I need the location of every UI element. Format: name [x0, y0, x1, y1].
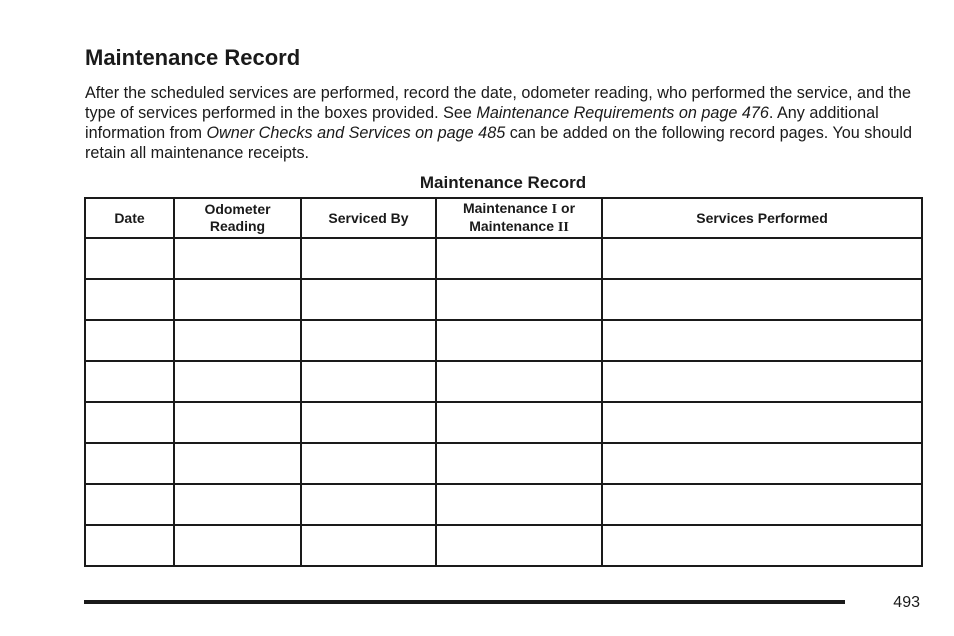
header-serviced-by: Serviced By	[301, 198, 436, 238]
maintenance-type-cell[interactable]	[436, 484, 602, 525]
services-performed-cell[interactable]	[602, 238, 922, 279]
footer-rule	[84, 600, 845, 604]
date-cell[interactable]	[85, 320, 174, 361]
table-row	[85, 279, 922, 320]
odometer-cell[interactable]	[174, 484, 301, 525]
serviced-by-cell[interactable]	[301, 238, 436, 279]
intro-paragraph	[85, 83, 925, 163]
date-cell[interactable]	[85, 238, 174, 279]
odometer-cell[interactable]	[174, 279, 301, 320]
services-performed-cell[interactable]	[602, 320, 922, 361]
header-maint-or: or	[557, 200, 576, 216]
services-performed-cell[interactable]	[602, 443, 922, 484]
serviced-by-cell[interactable]	[301, 361, 436, 402]
services-performed-cell[interactable]	[602, 525, 922, 566]
odometer-cell[interactable]	[174, 238, 301, 279]
header-odometer-line1: Odometer	[204, 201, 271, 217]
page-number: 493	[893, 594, 920, 611]
table-row	[85, 484, 922, 525]
intro-text-2: . Any additional information from	[85, 104, 879, 142]
table-row	[85, 443, 922, 484]
header-maint-roman-2: II	[557, 220, 569, 235]
maintenance-type-cell[interactable]	[436, 443, 602, 484]
header-odometer-reading	[174, 198, 301, 238]
maintenance-type-cell[interactable]	[436, 361, 602, 402]
maintenance-record-table	[84, 197, 923, 567]
maintenance-requirements-reference: Maintenance Requirements on page 476	[476, 104, 769, 122]
header-maint-b: Maintenance	[469, 218, 558, 234]
maintenance-type-cell[interactable]	[436, 320, 602, 361]
table-row	[85, 525, 922, 566]
header-maint-roman-1: I	[551, 202, 558, 217]
date-cell[interactable]	[85, 443, 174, 484]
table-header-row	[85, 198, 922, 238]
header-odometer-line2: Reading	[209, 218, 266, 234]
intro-text-1: After the scheduled services are performed, record the date, odometer reading, who performed the service, and the type of services performed in the boxes provided. See	[85, 84, 912, 122]
serviced-by-cell[interactable]	[301, 484, 436, 525]
services-performed-cell[interactable]	[602, 402, 922, 443]
owner-checks-reference: Owner Checks and Services on page 485	[206, 124, 506, 142]
table-row	[85, 238, 922, 279]
header-date: Date	[85, 198, 174, 238]
odometer-cell[interactable]	[174, 402, 301, 443]
serviced-by-cell[interactable]	[301, 402, 436, 443]
table-row	[85, 361, 922, 402]
serviced-by-cell[interactable]	[301, 320, 436, 361]
maintenance-type-cell[interactable]	[436, 279, 602, 320]
table-row	[85, 320, 922, 361]
maintenance-type-cell[interactable]	[436, 238, 602, 279]
date-cell[interactable]	[85, 361, 174, 402]
date-cell[interactable]	[85, 279, 174, 320]
serviced-by-cell[interactable]	[301, 443, 436, 484]
services-performed-cell[interactable]	[602, 361, 922, 402]
services-performed-cell[interactable]	[602, 279, 922, 320]
odometer-cell[interactable]	[174, 443, 301, 484]
odometer-cell[interactable]	[174, 320, 301, 361]
header-services-performed: Services Performed	[602, 198, 922, 238]
maintenance-type-cell[interactable]	[436, 525, 602, 566]
services-performed-cell[interactable]	[602, 484, 922, 525]
header-maintenance-type	[436, 198, 602, 238]
odometer-cell[interactable]	[174, 525, 301, 566]
serviced-by-cell[interactable]	[301, 279, 436, 320]
intro-text-3: can be added on the following record pages. You should retain all maintenance receipts.	[85, 124, 912, 162]
table-title: Maintenance Record	[419, 173, 587, 192]
page-title: Maintenance Record	[85, 45, 301, 70]
date-cell[interactable]	[85, 402, 174, 443]
date-cell[interactable]	[85, 484, 174, 525]
header-maint-a: Maintenance	[462, 200, 552, 216]
maintenance-type-cell[interactable]	[436, 402, 602, 443]
table-row	[85, 402, 922, 443]
odometer-cell[interactable]	[174, 361, 301, 402]
serviced-by-cell[interactable]	[301, 525, 436, 566]
date-cell[interactable]	[85, 525, 174, 566]
table-body	[85, 238, 922, 566]
